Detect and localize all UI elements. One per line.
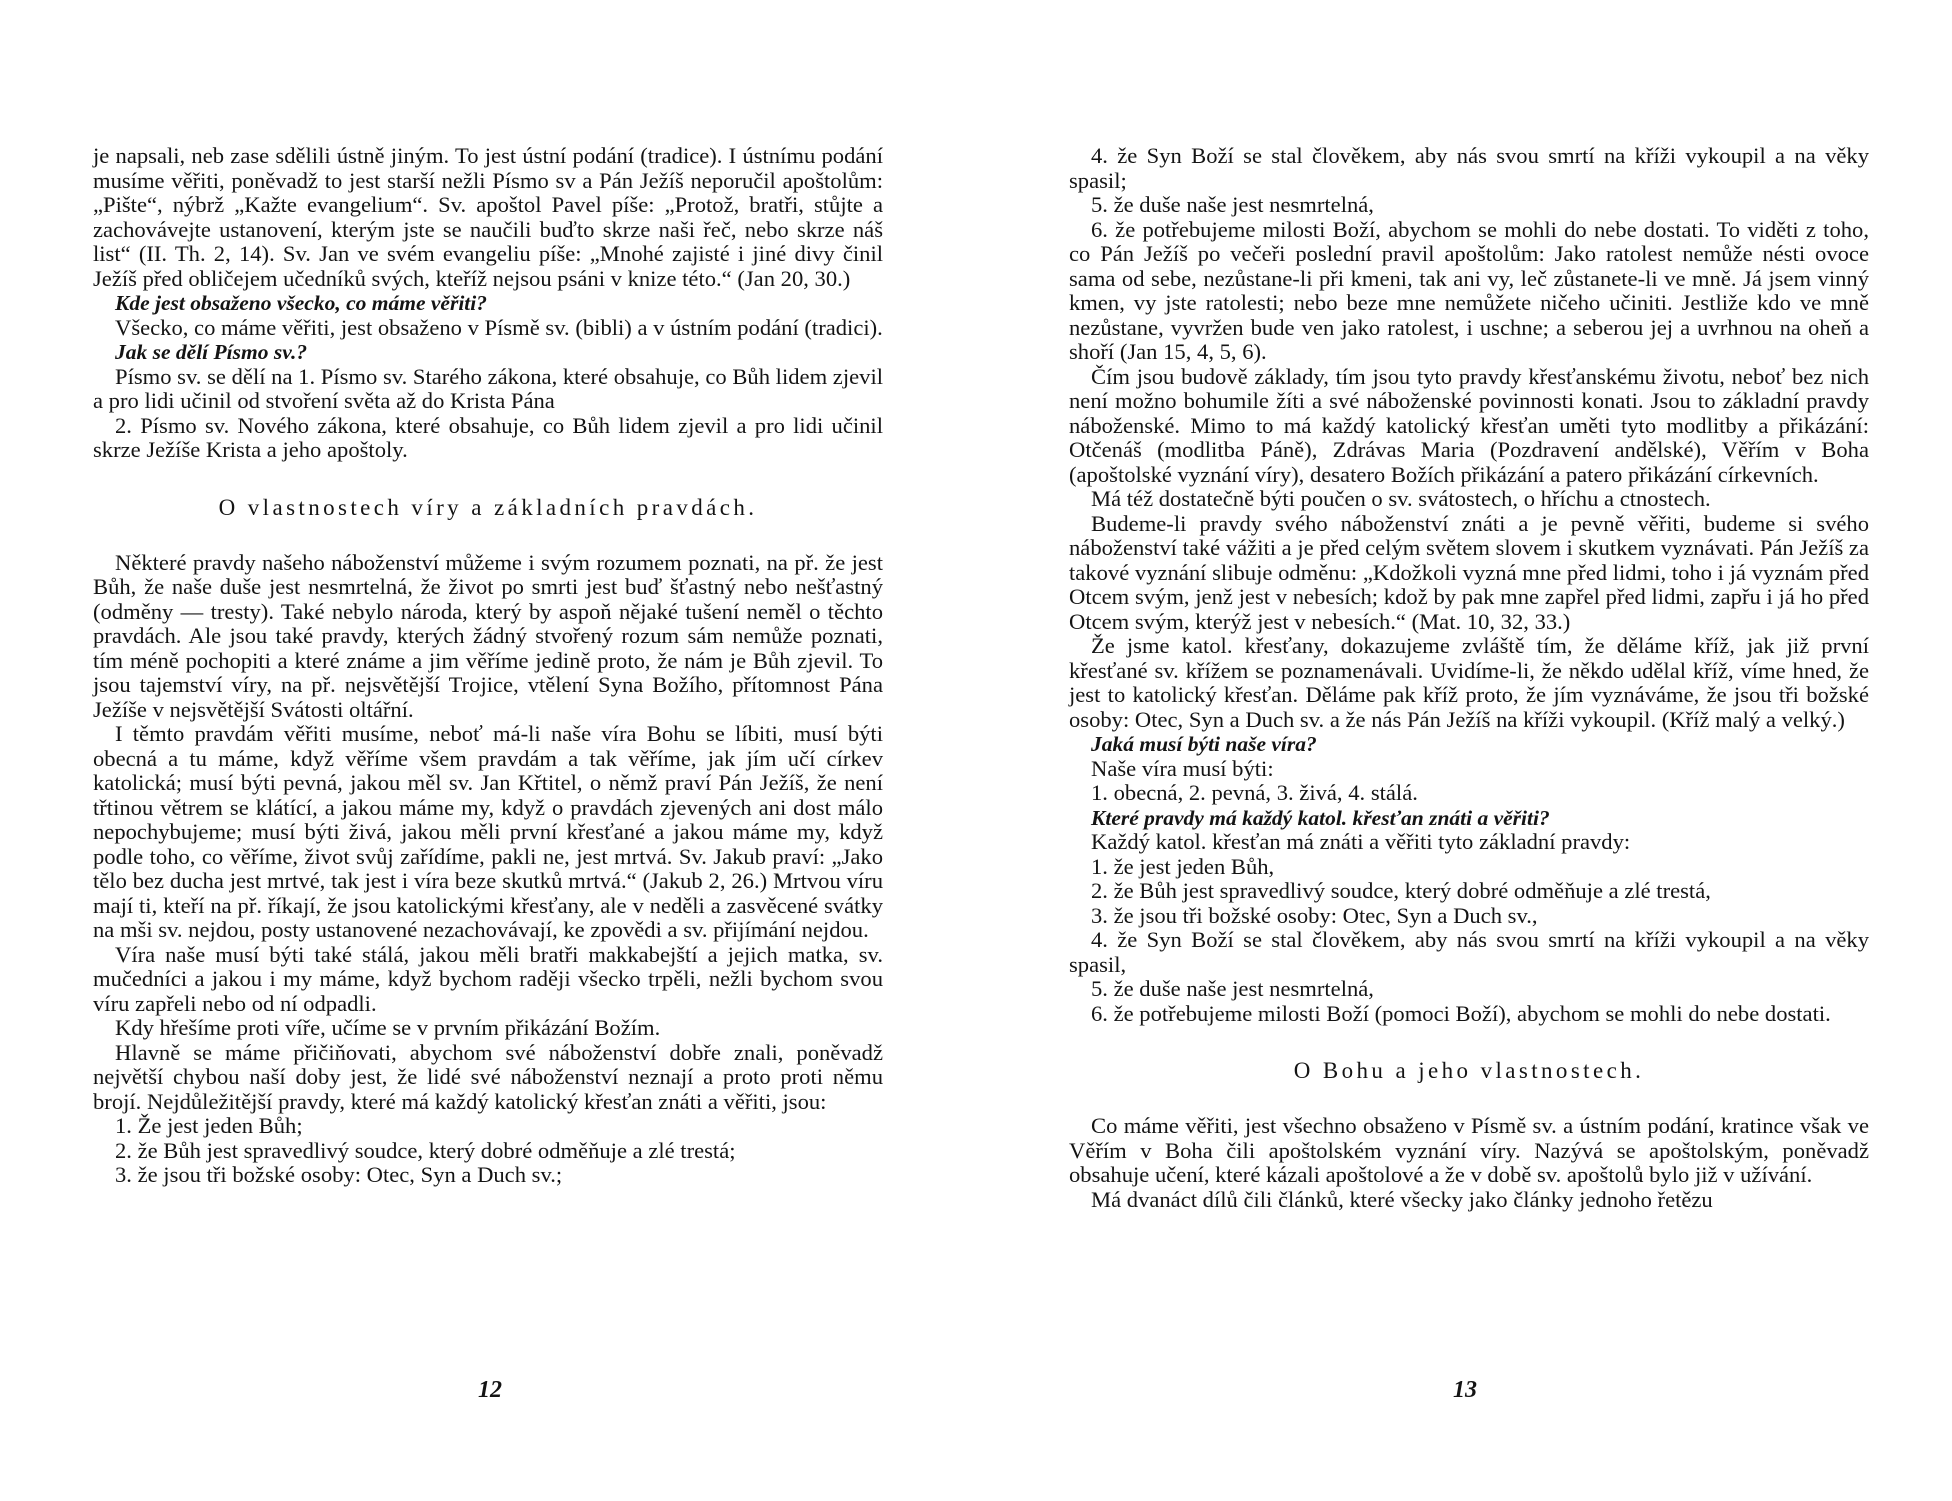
question: Které pravdy má každý katol. křesťan znáti a věřiti? [1091,805,1550,830]
paragraph: Čím jsou budově základy, tím jsou tyto pravdy křesťanskému životu, neboť bez nich není možno bohumile žíti a své náboženské povinnosti konati. Jsou to základní pravdy náboženské. Mimo to má každý katolický křesťan uměti tyto modlitby a přikázání: Otčenáš (modlitba Páně), Zdrávas Maria (Pozdravení andělské), Věřím v Boha (apoštolské vyznání víry), desatero Božích přikázání a patero přikázání církevních. [1069,363,1869,487]
question: Jak se dělí Písmo sv.? [115,340,308,364]
paragraph: Naše víra musí býti: [1091,755,1274,781]
list-item: 2. že Bůh jest spravedlivý soudce, který dobré odměňuje a zlé trestá; [115,1137,736,1163]
list-item: 5. že duše naše jest nesmrtelná, [1091,192,1374,217]
paragraph: 6. že potřebujeme milosti Boží (pomoci Boží), abychom se mohli do nebe dostati. [1091,1000,1831,1026]
paragraph: Budeme-li pravdy svého náboženství znáti a je pevně věřiti, budeme si svého náboženství také vážiti a je před celým světem slovem i skutkem vyznávati. Pán Ježíš za takové vyznání slibuje odměnu: „Kdožkoli vyzná mne před lidmi, toho i já vyznám před Otcem svým, jenž jest v nebesích; kdož by pak mne zapřel před lidmi, zapřu i já ho před Otcem svým, kterýž jest v nebesích.“ (Mat. 10, 32, 33.) [1069,510,1869,634]
paragraph: Kdy hřešíme proti víře, učíme se v prvním přikázání Božím. [115,1015,661,1040]
paragraph: Některé pravdy našeho náboženství můžeme i svým rozumem poznati, na př. že jest Bůh, že naše duše jest nesmrtelná, že život po smrti jest buď šťastný nebo nešťastný (odměny — tresty). Také nebylo národa, který by aspoň nějaké tušení neměl o těchto pravdách. Ale jsou také pravdy, kterých žádný stvořený rozum sám nemůže poznati, tím méně pochopiti a které známe a jim věříme jedině proto, že nám je Bůh zjevil. To jsou tajemství víry, na př. nejsvětější Trojice, vtělení Syna Božího, přítomnost Pána Ježíše v nejsvětější Svátosti oltářní. [93,549,883,722]
list-item: 1. Že jest jeden Bůh; [115,1113,303,1138]
paragraph: Hlavně se máme přičiňovati, abychom své náboženství dobře znali, poněvadž největší chybou naší doby jest, že lidé své náboženství neznají a proto proti němu brojí. Nejdůležitější pravdy, které má každý katolický křesťan znáti a věřiti, jsou: [93,1039,883,1114]
paragraph: Má též dostatečně býti poučen o sv. svátostech, o hříchu a ctnostech. [1091,486,1711,511]
paragraph: I těmto pravdám věřiti musíme, neboť má-li naše víra Bohu se líbiti, musí býti obecná a tu máme, když věříme všem pravdám a tak věříme, jak jím učí církev katolická; musí býti pevná, jakou měl sv. Jan Křtitel, o němž praví Pán Ježíš, že není třtinou větrem se klátící, a jakou máme my, když o pravdách zjevených ani dost málo nepochybujeme; musí býti živá, jakou měli první křesťané a jakou máme my, když podle toho, co věříme, život svůj zařídíme, pakli ne, jest mrtvá. Sv. Jakub praví: „Jako tělo bez ducha jest mrtvé, tak jest i víra beze skutků mrtvá.“ (Jakub 2, 26.) Mrtvou víru mají ti, kteří na př. říkají, že jsou katolickými křesťany, ale v neděli a zasvěcené svátky na mši sv. nejdou, posty ustanovené nezachovávají, ke zpovědi a sv. přijímání nejdou. [93,721,883,942]
list-item: 3. že jsou tři božské osoby: Otec, Syn a Duch sv., [1091,902,1538,928]
paragraph: 4. že Syn Boží se stal člověkem, aby nás svou smrtí na kříži vykoupil a na věky spasil, [1069,927,1869,977]
left-page [93,144,883,1188]
paragraph: 2. Písmo sv. Nového zákona, které obsahuje, co Bůh lidem zjevil a pro lidi učinil skrze Ježíše Krista a jeho apoštoly. [93,412,883,462]
paragraph: Má dvanáct dílů čili článků, které všecky jako články jednoho řetězu [1091,1186,1713,1212]
paragraph: Všecko, co máme věřiti, jest obsaženo v Písmě sv. (bibli) a v ústním podání (tradici). [115,314,883,340]
paragraph: 4. že Syn Boží se stal člověkem, aby nás svou smrtí na kříži vykoupil a na věky spasil; [1069,143,1869,193]
paragraph: je napsali, neb zase sdělili ústně jiným. To jest ústní podání (tradice). I ústnímu podání musíme věřiti, poněvadž to jest starší nežli Písmo sv a Pán Ježíš neporučil apoštolům: „Pište“, nýbrž „Kažte evangelium“. Sv. apoštol Pavel píše: „Protož, bratři, stůjte a zachovávejte ustanovení, kterým jste se naučili buďto skrze naši řeč, nebo skrze náš list“ (II. Th. 2, 14). Sv. Jan ve svém evangeliu píše: „Mnohé zajisté i jiné divy činil Ježíš před obličejem učedníků svých, kteříž nejsou psáni v knize této.“ (Jan 20, 30.) [93,143,883,291]
paragraph: Že jsme katol. křesťany, dokazujeme zvláště tím, že děláme kříž, jak již první křesťané sv. křížem se poznamenávali. Uvidíme-li, že někdo udělal kříž, víme hned, že jest to katolický křesťan. Děláme pak kříž proto, že jím vyznáváme, že jsou tři božské osoby: Otec, Syn a Duch sv. a že nás Pán Ježíš na kříži vykoupil. (Kříž malý a velký.) [1069,633,1869,732]
list-item: 3. že jsou tři božské osoby: Otec, Syn a Duch sv.; [115,1162,563,1187]
list-item: 2. že Bůh jest spravedlivý soudce, který dobré odměňuje a zlé trestá, [1091,878,1711,903]
paragraph: Každý katol. křesťan má znáti a věřiti tyto základní pravdy: [1091,829,1631,854]
list-item: 1. že jest jeden Bůh, [1091,853,1275,879]
paragraph: Víra naše musí býti také stálá, jakou měli bratři makkabejští a jejich matka, sv. mučedníci a jakou i my máme, když bychom raději všecko trpěli, nežli bychom svou víru zapřeli nebo od ní odpadli. [93,941,883,1016]
page-number: 13 [1453,1377,1477,1403]
right-page [1069,144,1869,1212]
question: Kde jest obsaženo všecko, co máme věřiti? [115,291,487,315]
page-number: 12 [478,1377,502,1403]
paragraph: 1. obecná, 2. pevná, 3. živá, 4. stálá. [1091,780,1418,805]
question: Jaká musí býti naše víra? [1091,732,1317,756]
paragraph: 6. že potřebujeme milosti Boží, abychom se mohli do nebe dostati. To viděti z toho, co Pán Ježíš po večeři poslední pravil apoštolům: Jako ratolest nemůže nésti ovoce sama od sebe, nezůstane-li při kmeni, tak ani vy, leč zůstanete-li ve mně. Já jsem vinný kmen, vy jste ratolesti; nebo beze mne nemůžete ničeho učiniti. Jestliže kdo ve mně nezůstane, vyvržen bude ven jako ratolest, i uschne; a seberou jej a uvrhnou na oheň a shoří (Jan 15, 4, 5, 6). [1069,216,1869,364]
section-heading: O vlastnostech víry a základních pravdách. [218,494,758,520]
paragraph: Co máme věřiti, jest všechno obsaženo v Písmě sv. a ústním podání, kratince však ve Věřím v Boha čili apoštolském vyznání víry. Nazývá se apoštolským, poněvadž obsahuje učení, které kázali apoštolové a že v době sv. apoštolů bylo již v užívání. [1069,1113,1869,1187]
list-item: 5. že duše naše jest nesmrtelná, [1091,976,1374,1001]
paragraph: Písmo sv. se dělí na 1. Písmo sv. Starého zákona, které obsahuje, co Bůh lidem zjevil a pro lidi učinil od stvoření světa až do Krista Pána [93,363,883,413]
section-heading: O Bohu a jeho vlastnostech. [1293,1058,1645,1083]
